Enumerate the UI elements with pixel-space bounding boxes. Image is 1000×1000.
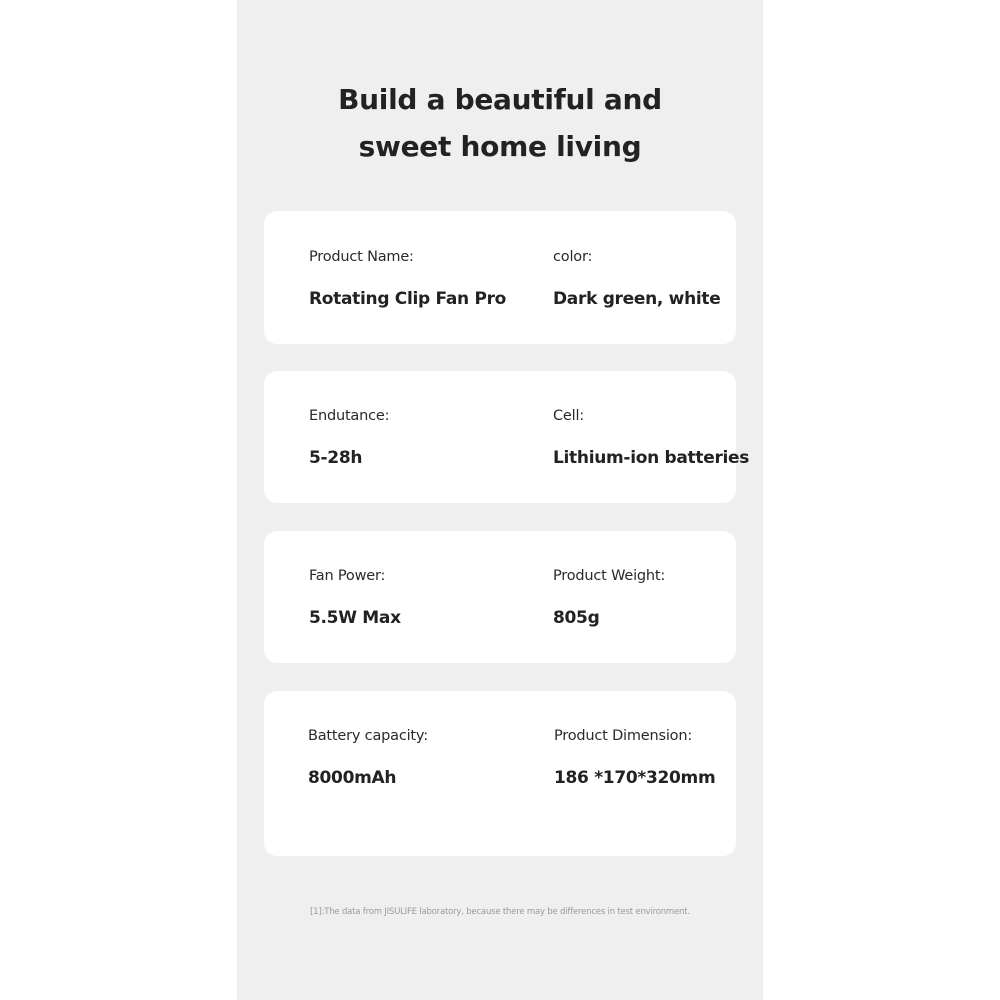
spec-endurance [309,406,389,469]
spec-card-name-color [264,211,736,344]
spec-value: 8000mAh [308,768,397,788]
spec-battery-capacity [308,726,428,789]
spec-label: Product Weight: [553,568,666,584]
spec-value: Lithium-ion batteries [553,448,750,468]
headline-line-2: sweet home living [358,130,642,163]
spec-product-name [309,247,506,310]
spec-card-power-weight [264,531,736,663]
spec-label: color: [553,249,593,265]
spec-label: Fan Power: [309,568,386,584]
spec-color [553,247,720,310]
spec-label: Product Name: [309,249,414,265]
spec-label: Product Dimension: [554,728,693,744]
spec-value: 805g [553,608,600,628]
spec-label: Battery capacity: [308,728,428,744]
spec-label: Endutance: [309,408,390,424]
spec-fan-power [309,566,401,629]
spec-product-dimension [554,726,715,789]
spec-value: 186 *170*320mm [554,768,716,788]
spec-card-battery-dimension [264,691,736,856]
headline-line-1: Build a beautiful and [338,83,662,116]
spec-value: Dark green, white [553,289,721,309]
spec-value: 5.5W Max [309,608,401,628]
headline [237,76,763,170]
product-spec-panel [237,0,763,1000]
spec-cell [553,406,749,469]
footnote: [1]:The data from JISULIFE laboratory, because there may be differences in test environment. [310,907,690,917]
spec-label: Cell: [553,408,584,424]
spec-value: 5-28h [309,448,363,468]
spec-value: Rotating Clip Fan Pro [309,289,507,309]
spec-product-weight [553,566,665,629]
spec-card-endurance-cell [264,371,750,503]
